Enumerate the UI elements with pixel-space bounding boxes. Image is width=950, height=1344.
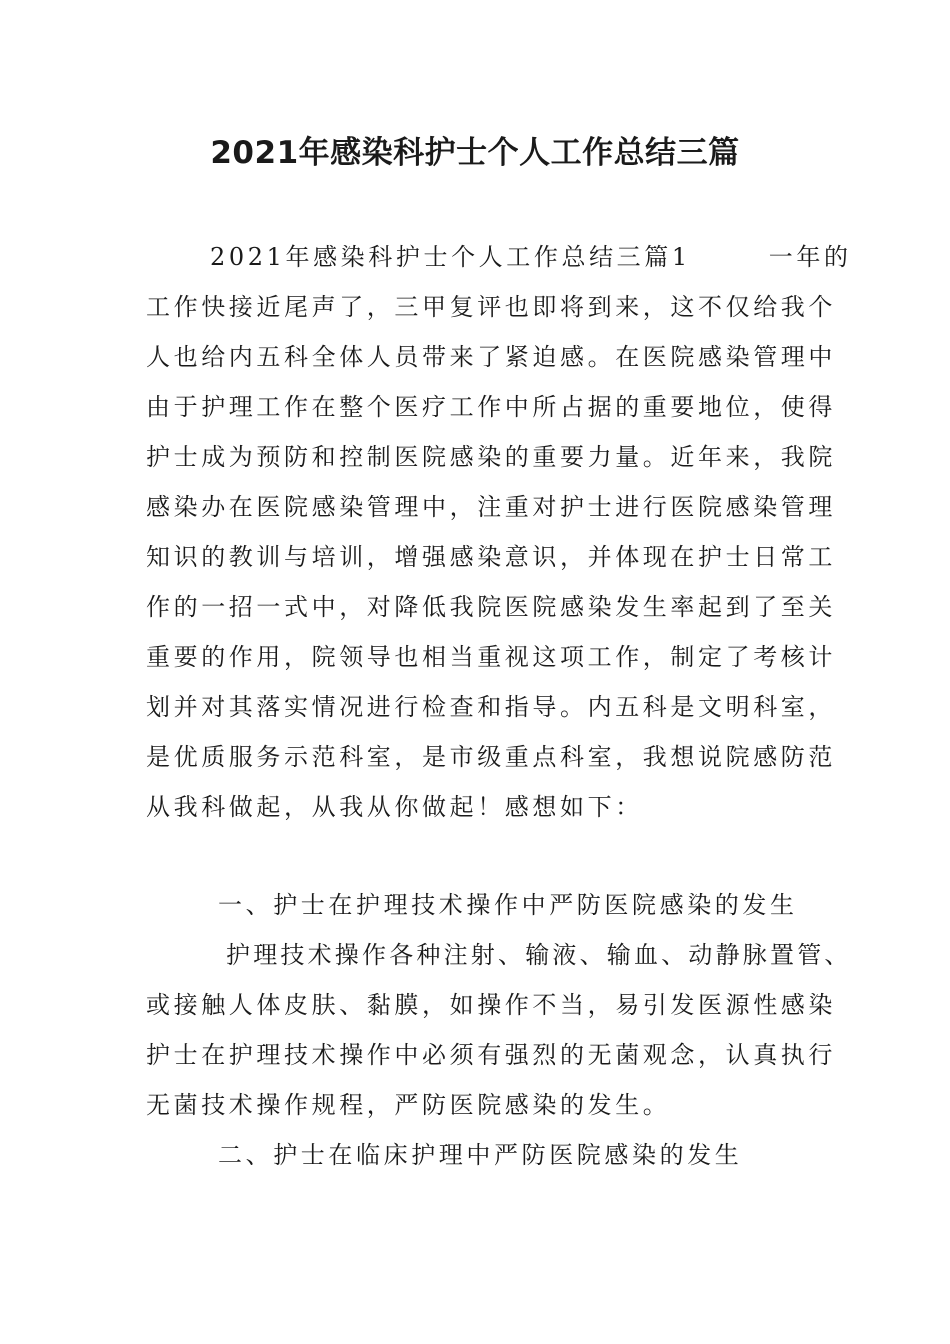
paragraph-line: 知识的教训与培训，增强感染意识，并体现在护士日常工 [146, 543, 836, 571]
paragraph-line: 作的一招一式中，对降低我院医院感染发生率起到了至关 [146, 593, 836, 621]
paragraph-line: 是优质服务示范科室，是市级重点科室，我想说院感防范 [146, 743, 836, 771]
paragraph-line: 或接触人体皮肤、黏膜，如操作不当，易引发医源性感染 [146, 991, 836, 1019]
paragraph-line: 护士在护理技术操作中必须有强烈的无菌观念，认真执行 [146, 1041, 836, 1069]
section-heading: 一、护士在护理技术操作中严防医院感染的发生 [218, 891, 798, 919]
paragraph-line: 从我科做起，从我从你做起！感想如下： [146, 793, 643, 821]
paragraph-line: 人也给内五科全体人员带来了紧迫感。在医院感染管理中 [146, 343, 836, 371]
paragraph-line: 感染办在医院感染管理中，注重对护士进行医院感染管理 [146, 493, 836, 521]
paragraph-line: 护士成为预防和控制医院感染的重要力量。近年来，我院 [146, 443, 836, 471]
paragraph-line: 工作快接近尾声了，三甲复评也即将到来，这不仅给我个 [146, 293, 836, 321]
paragraph-line: 护理技术操作各种注射、输液、输血、动静脉置管、 [226, 941, 852, 969]
paragraph-line: 无菌技术操作规程，严防医院感染的发生。 [146, 1091, 671, 1119]
section-heading: 二、护士在临床护理中严防医院感染的发生 [218, 1141, 743, 1169]
paragraph-line: 重要的作用，院领导也相当重视这项工作，制定了考核计 [146, 643, 836, 671]
paragraph-line [210, 240, 852, 274]
paragraph-text: 一年的 [768, 243, 852, 271]
paragraph-line: 由于护理工作在整个医疗工作中所占据的重要地位，使得 [146, 393, 836, 421]
paragraph-line: 划并对其落实情况进行检查和指导。内五科是文明科室， [146, 693, 836, 721]
document-title: 2021年感染科护士个人工作总结三篇 [210, 135, 740, 171]
paragraph-heading: 2021年感染科护士个人工作总结三篇1 [210, 243, 691, 271]
